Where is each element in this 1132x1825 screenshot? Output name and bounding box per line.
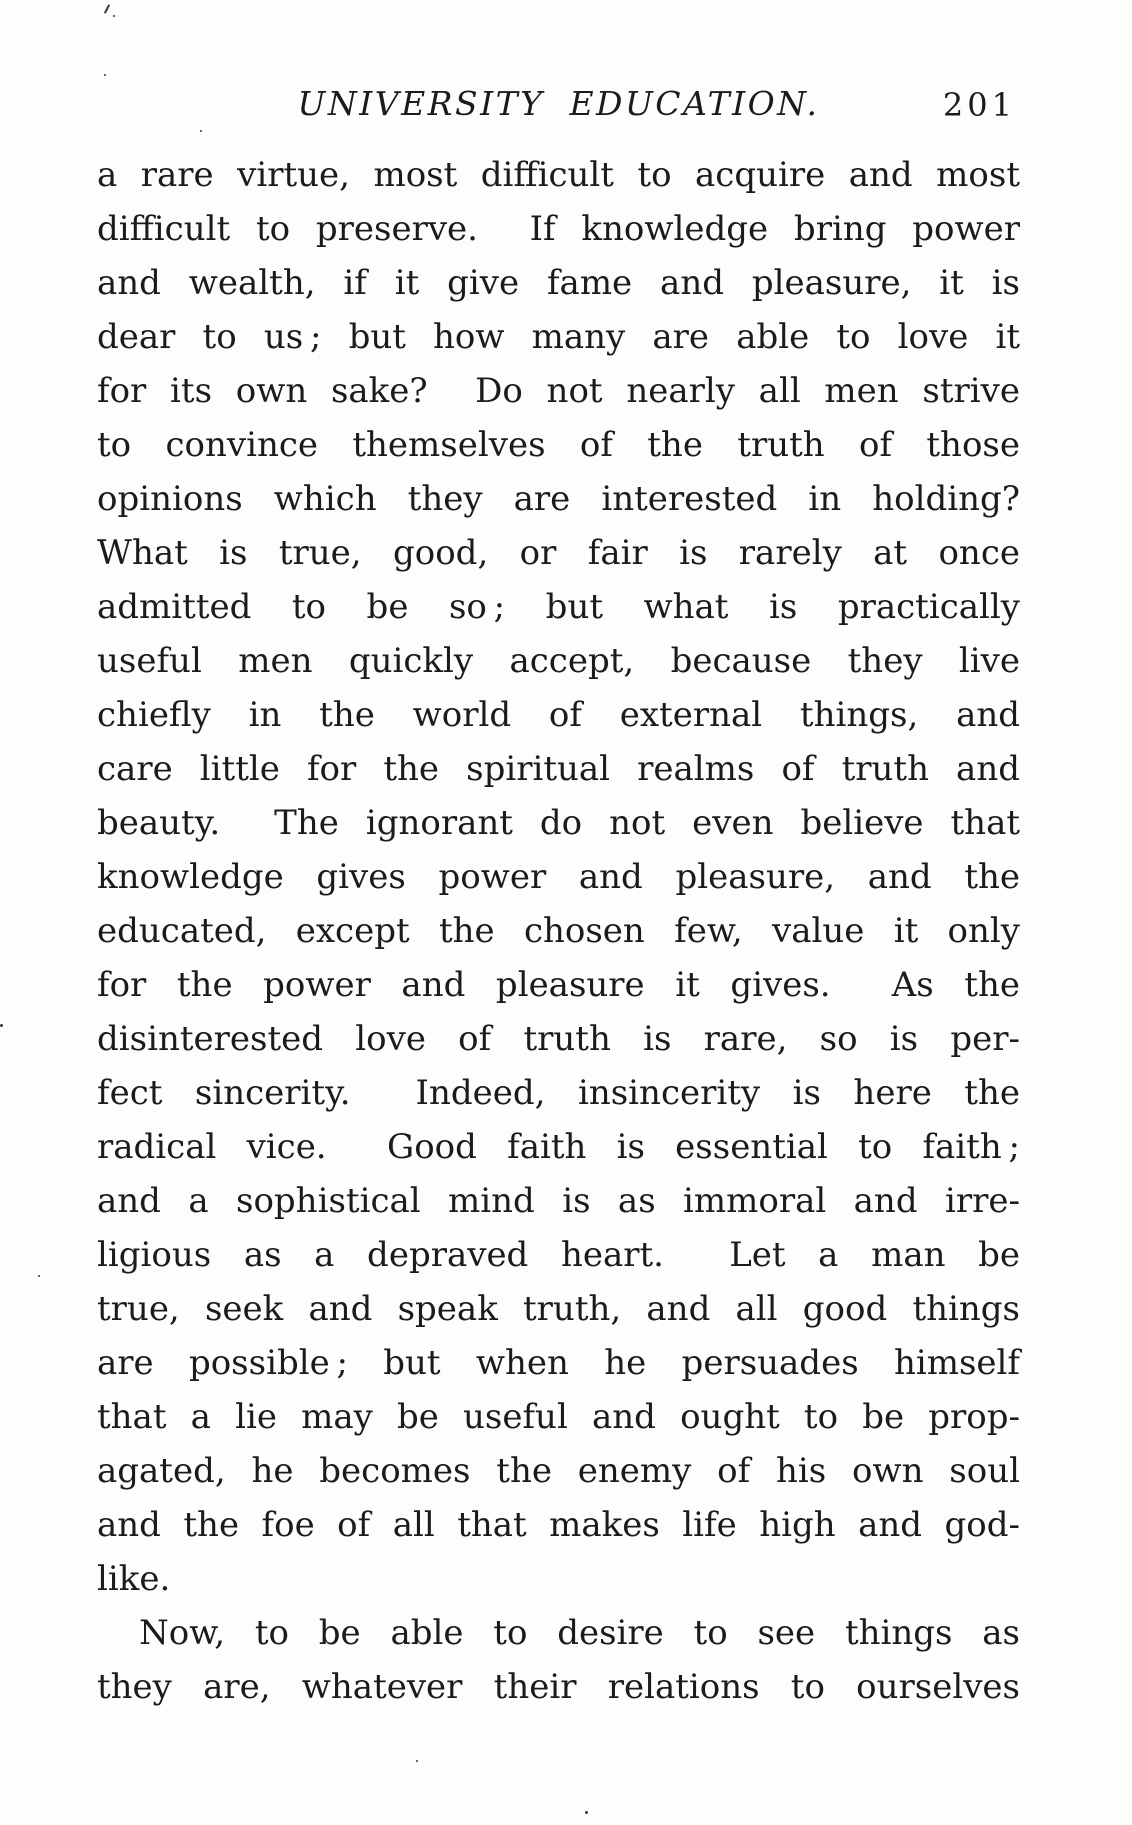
text-line: dear to us ; but how many are able to love it bbox=[97, 317, 1020, 357]
page-text bbox=[97, 148, 1020, 1714]
text-line: radical vice. Good faith is essential to faith ; bbox=[97, 1127, 1020, 1167]
text-line: that a lie may be useful and ought to be prop- bbox=[97, 1397, 1020, 1437]
text-line: and the foe of all that makes life high and god- bbox=[97, 1505, 1020, 1545]
text-line: What is true, good, or fair is rarely at once bbox=[97, 533, 1020, 573]
paragraph bbox=[97, 1606, 1020, 1714]
running-head-title: UNIVERSITY EDUCATION. bbox=[297, 84, 820, 123]
scan-speck bbox=[200, 130, 202, 132]
scan-speck bbox=[38, 1275, 40, 1277]
text-line: they are, whatever their relations to ourselves bbox=[97, 1667, 1020, 1707]
text-line: are possible ; but when he persuades himself bbox=[97, 1343, 1020, 1383]
text-line: for the power and pleasure it gives. As the bbox=[97, 965, 1020, 1005]
text-line: difficult to preserve. If knowledge bring power bbox=[97, 209, 1020, 249]
text-line: opinions which they are interested in holding? bbox=[97, 479, 1020, 519]
text-line: admitted to be so ; but what is practically bbox=[97, 587, 1020, 627]
text-line: ligious as a depraved heart. Let a man be bbox=[97, 1235, 1020, 1275]
text-line: care little for the spiritual realms of truth and bbox=[97, 749, 1020, 789]
text-line: like. bbox=[97, 1559, 171, 1599]
text-line: fect sincerity. Indeed, insincerity is here the bbox=[97, 1073, 1020, 1113]
scan-speck bbox=[104, 4, 110, 14]
text-line: true, seek and speak truth, and all good things bbox=[97, 1289, 1020, 1329]
text-line: Now, to be able to desire to see things as bbox=[139, 1613, 1020, 1653]
scan-speck bbox=[0, 1024, 3, 1027]
scan-speck bbox=[104, 74, 106, 76]
text-line: and wealth, if it give fame and pleasure, it is bbox=[97, 263, 1020, 303]
text-line: agated, he becomes the enemy of his own soul bbox=[97, 1451, 1020, 1491]
scan-speck bbox=[585, 1811, 588, 1814]
text-line: educated, except the chosen few, value it only bbox=[97, 911, 1020, 951]
text-line: a rare virtue, most difficult to acquire and most bbox=[97, 155, 1020, 195]
paragraph bbox=[97, 148, 1020, 1606]
text-line: for its own sake? Do not nearly all men strive bbox=[97, 371, 1020, 411]
page-header bbox=[97, 84, 1020, 130]
text-line: to convince themselves of the truth of those bbox=[97, 425, 1020, 465]
scan-speck bbox=[113, 15, 115, 17]
text-line: useful men quickly accept, because they live bbox=[97, 641, 1020, 681]
text-line: and a sophistical mind is as immoral and irre- bbox=[97, 1181, 1020, 1221]
text-line: knowledge gives power and pleasure, and the bbox=[97, 857, 1020, 897]
text-line: beauty. The ignorant do not even believe that bbox=[97, 803, 1020, 843]
scan-speck bbox=[416, 1760, 418, 1762]
text-line: chiefly in the world of external things, and bbox=[97, 695, 1020, 735]
text-line: disinterested love of truth is rare, so is per- bbox=[97, 1019, 1020, 1059]
page-number: 201 bbox=[942, 86, 1016, 124]
